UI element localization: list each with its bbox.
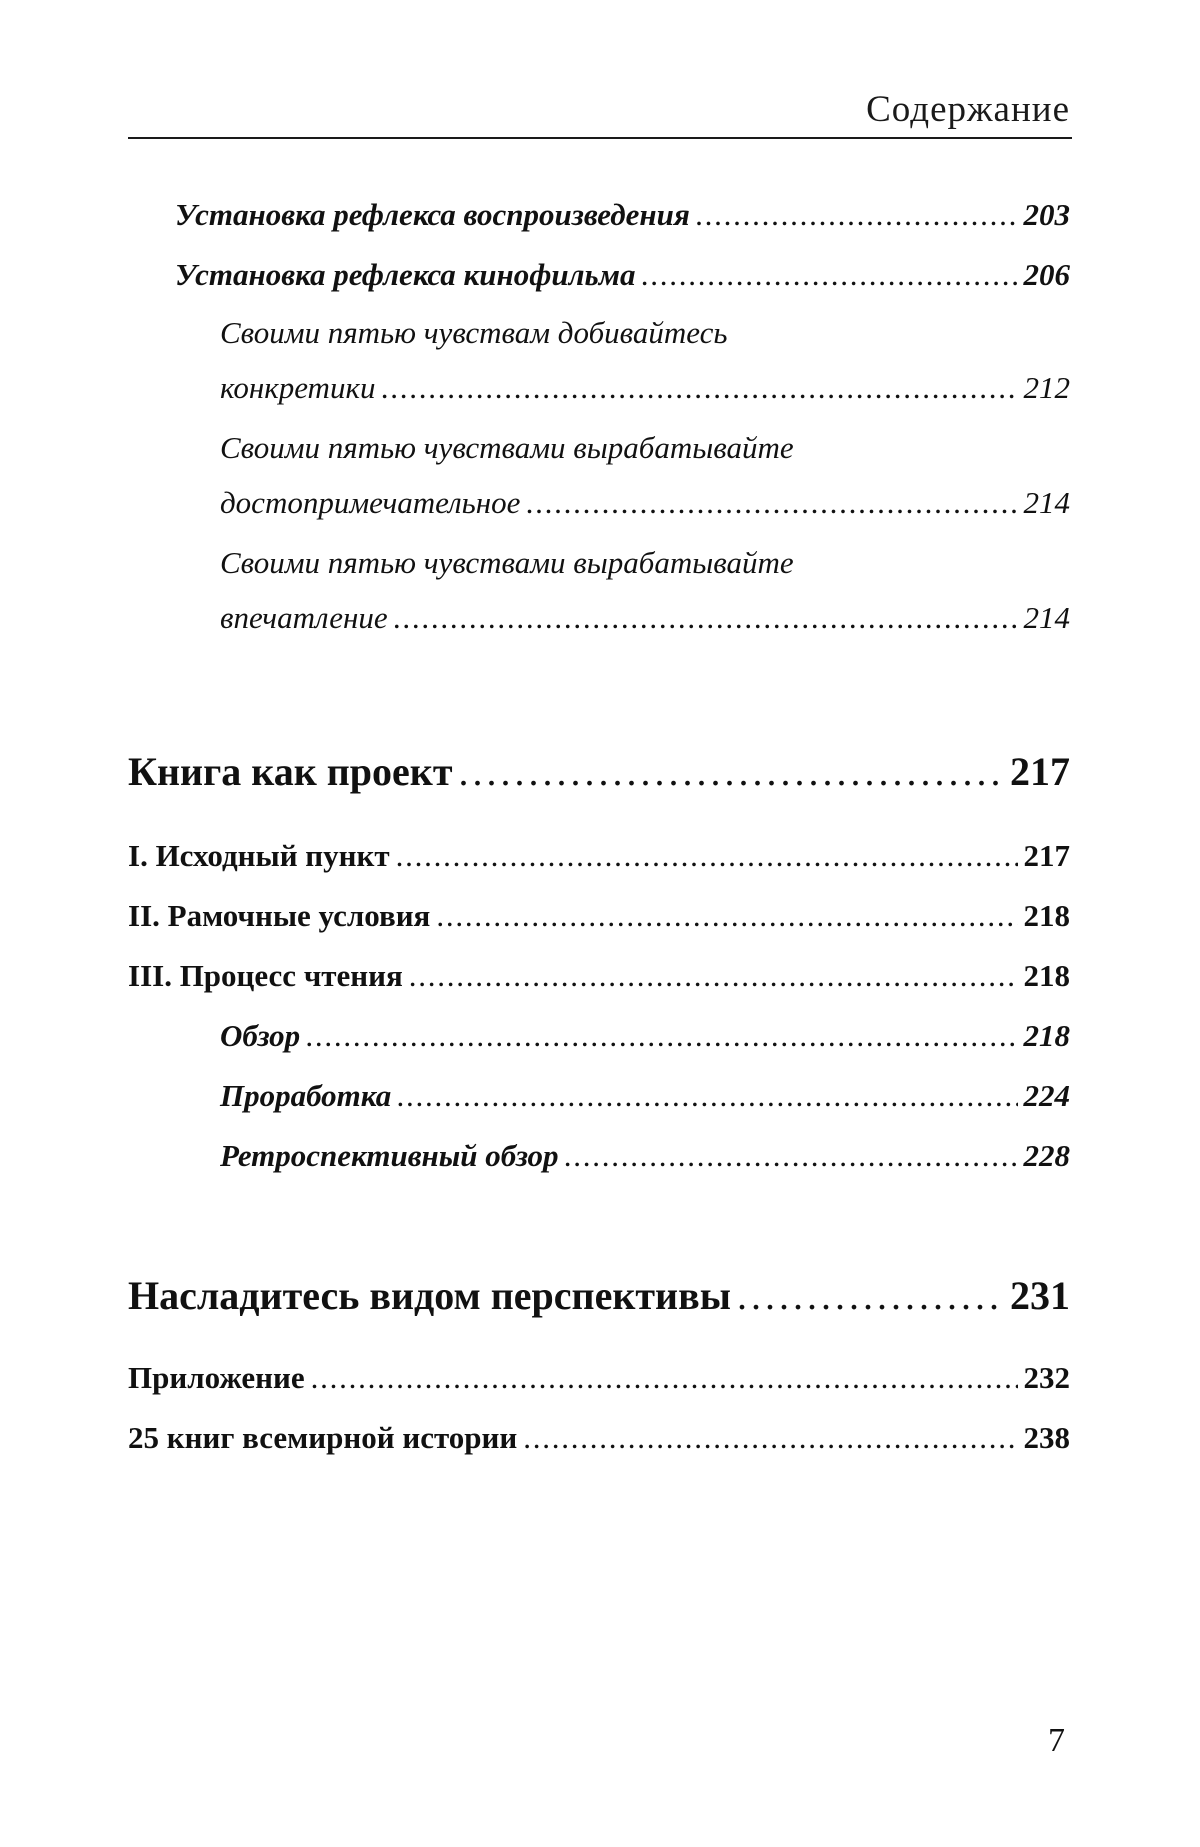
toc-section-label: II. Рамочные условия	[128, 898, 431, 933]
toc-entry-page: 212	[1023, 370, 1070, 405]
toc-chapter	[128, 748, 1070, 795]
toc-section	[128, 838, 1070, 874]
toc-entry	[220, 600, 1070, 636]
leader-dots	[409, 958, 1018, 994]
toc-section-label: I. Исходный пункт	[128, 838, 390, 873]
toc-section-page: 217	[1023, 838, 1070, 873]
toc-chapter-label: Книга как проект	[128, 749, 453, 794]
leader-dots	[381, 370, 1017, 406]
toc-entry	[175, 257, 1070, 293]
leader-dots	[436, 898, 1017, 934]
running-head: Содержание	[866, 89, 1070, 130]
leader-dots	[523, 1420, 1017, 1456]
leader-dots	[459, 748, 1005, 795]
toc-section	[128, 958, 1070, 994]
toc-subsection-page: 228	[1023, 1138, 1070, 1173]
toc-entry-label: Установка рефлекса кинофильма	[175, 257, 636, 292]
toc-entry-page: 214	[1023, 600, 1070, 635]
leader-dots	[396, 838, 1018, 874]
toc-chapter-label: Насладитесь видом перспективы	[128, 1273, 731, 1318]
leader-dots	[641, 257, 1017, 293]
toc-entry-label-line1: Своими пятью чувствами вырабатывайте	[220, 545, 794, 580]
toc-section	[128, 1420, 1070, 1456]
leader-dots	[311, 1360, 1018, 1396]
toc-section-page: 218	[1023, 958, 1070, 993]
toc-subsection	[220, 1078, 1070, 1114]
leader-dots	[306, 1018, 1017, 1054]
toc-entry-label: Установка рефлекса воспроизведения	[175, 197, 690, 232]
leader-dots	[737, 1272, 1004, 1319]
toc-entry-page: 206	[1023, 257, 1070, 292]
toc-subsection	[220, 1138, 1070, 1174]
toc-chapter-page: 231	[1010, 1273, 1070, 1318]
toc-section	[128, 898, 1070, 934]
toc-subsection	[220, 1018, 1070, 1054]
leader-dots	[526, 485, 1017, 521]
toc-entry-label-line2: достопримечательное	[220, 485, 521, 520]
toc-entry	[175, 197, 1070, 233]
toc-entry-label-line1: Своими пятью чувствам добивайтесь	[220, 315, 728, 350]
toc-chapter-page: 217	[1010, 749, 1070, 794]
toc-entry-page: 203	[1023, 197, 1070, 232]
leader-dots	[696, 197, 1018, 233]
toc-subsection-label: Обзор	[220, 1018, 301, 1053]
toc-section	[128, 1360, 1070, 1396]
toc-section-page: 232	[1023, 1360, 1070, 1395]
toc-subsection-label: Ретроспективный обзор	[220, 1138, 559, 1173]
toc-subsection-page: 224	[1023, 1078, 1070, 1113]
toc-section-label: 25 книг всемирной истории	[128, 1420, 518, 1455]
toc-entry	[220, 370, 1070, 406]
page-number: 7	[1048, 1722, 1065, 1759]
leader-dots	[394, 600, 1018, 636]
toc-section-label: III. Процесс чтения	[128, 958, 403, 993]
toc-chapter	[128, 1272, 1070, 1319]
toc-section-page: 218	[1023, 898, 1070, 933]
toc-entry-page: 214	[1023, 485, 1070, 520]
toc-entry-label-line1: Своими пятью чувствами вырабатывайте	[220, 430, 794, 465]
toc-entry-label-line2: впечатление	[220, 600, 388, 635]
header-rule	[128, 137, 1072, 139]
toc-subsection-label: Проработка	[220, 1078, 392, 1113]
toc-entry-label-line2: конкретики	[220, 370, 376, 405]
leader-dots	[565, 1138, 1018, 1174]
toc-section-page: 238	[1023, 1420, 1070, 1455]
toc-subsection-page: 218	[1023, 1018, 1070, 1053]
toc-entry	[220, 485, 1070, 521]
toc-section-label: Приложение	[128, 1360, 305, 1395]
leader-dots	[397, 1078, 1017, 1114]
